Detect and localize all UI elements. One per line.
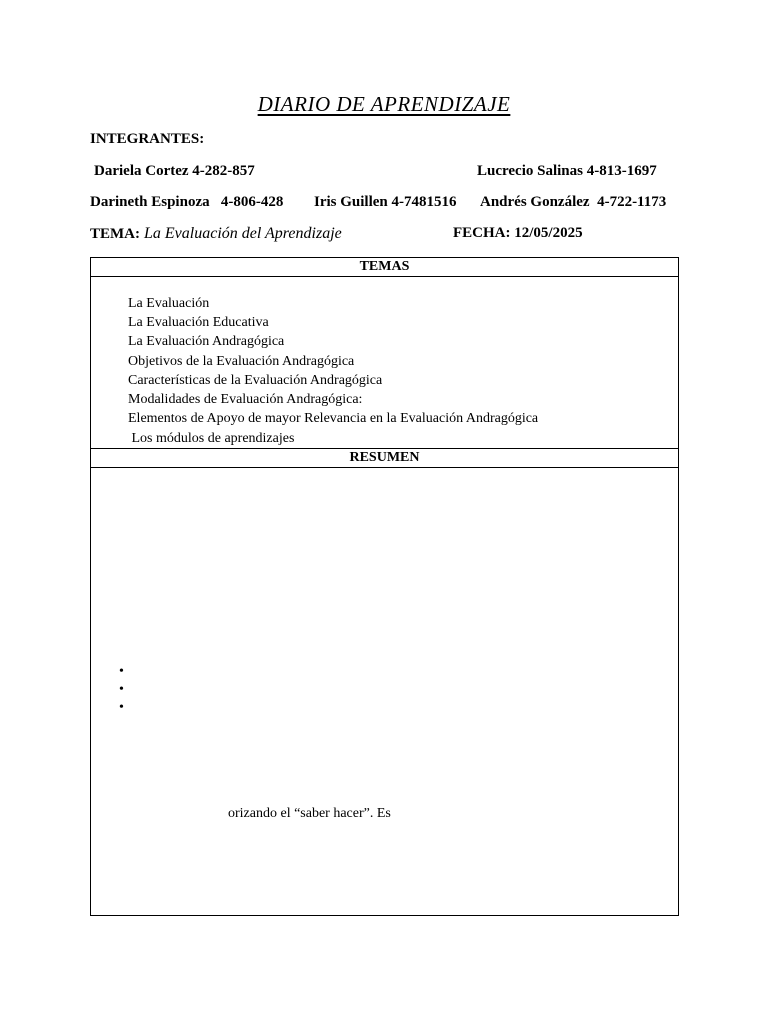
tema-line [90, 225, 342, 243]
member-darineth: Darineth Espinoza 4-806-428 [90, 194, 284, 210]
fecha-label: FECHA: [453, 225, 511, 241]
document-title: DIARIO DE APRENDIZAJE [257, 92, 511, 116]
tema-value: La Evaluación del Aprendizaje [144, 225, 342, 242]
temas-header: TEMAS [359, 259, 410, 274]
topic-item: La Evaluación [128, 296, 210, 311]
bullet-point: • [119, 700, 124, 715]
topic-item: La Evaluación Educativa [128, 315, 269, 330]
fecha-value: 12/05/2025 [514, 225, 583, 241]
bullet-point: • [119, 664, 124, 679]
member-dariela: Dariela Cortez 4-282-857 [94, 163, 255, 179]
divider [91, 276, 678, 277]
fecha-line [453, 225, 583, 242]
member-andres: Andrés González 4-722-1173 [480, 194, 667, 210]
topic-item: Modalidades de Evaluación Andragógica: [128, 392, 363, 407]
tema-label: TEMA: [90, 226, 140, 242]
topic-item: Elementos de Apoyo de mayor Relevancia en la Evaluación Andragógica [128, 411, 539, 426]
bullet-point: • [119, 682, 124, 697]
divider [91, 467, 678, 468]
member-lucrecio: Lucrecio Salinas 4-813-1697 [477, 163, 657, 179]
topic-item: Objetivos de la Evaluación Andragógica [128, 354, 355, 369]
integrantes-label: INTEGRANTES: [90, 131, 205, 147]
member-iris: Iris Guillen 4-7481516 [314, 194, 457, 210]
resumen-fragment: orizando el “saber hacer”. Es [228, 806, 391, 821]
resumen-header: RESUMEN [349, 450, 420, 465]
topic-item: Características de la Evaluación Andragógica [128, 373, 383, 388]
topic-item: La Evaluación Andragógica [128, 334, 285, 349]
learning-table [90, 257, 679, 916]
topic-item: Los módulos de aprendizajes [128, 431, 295, 446]
